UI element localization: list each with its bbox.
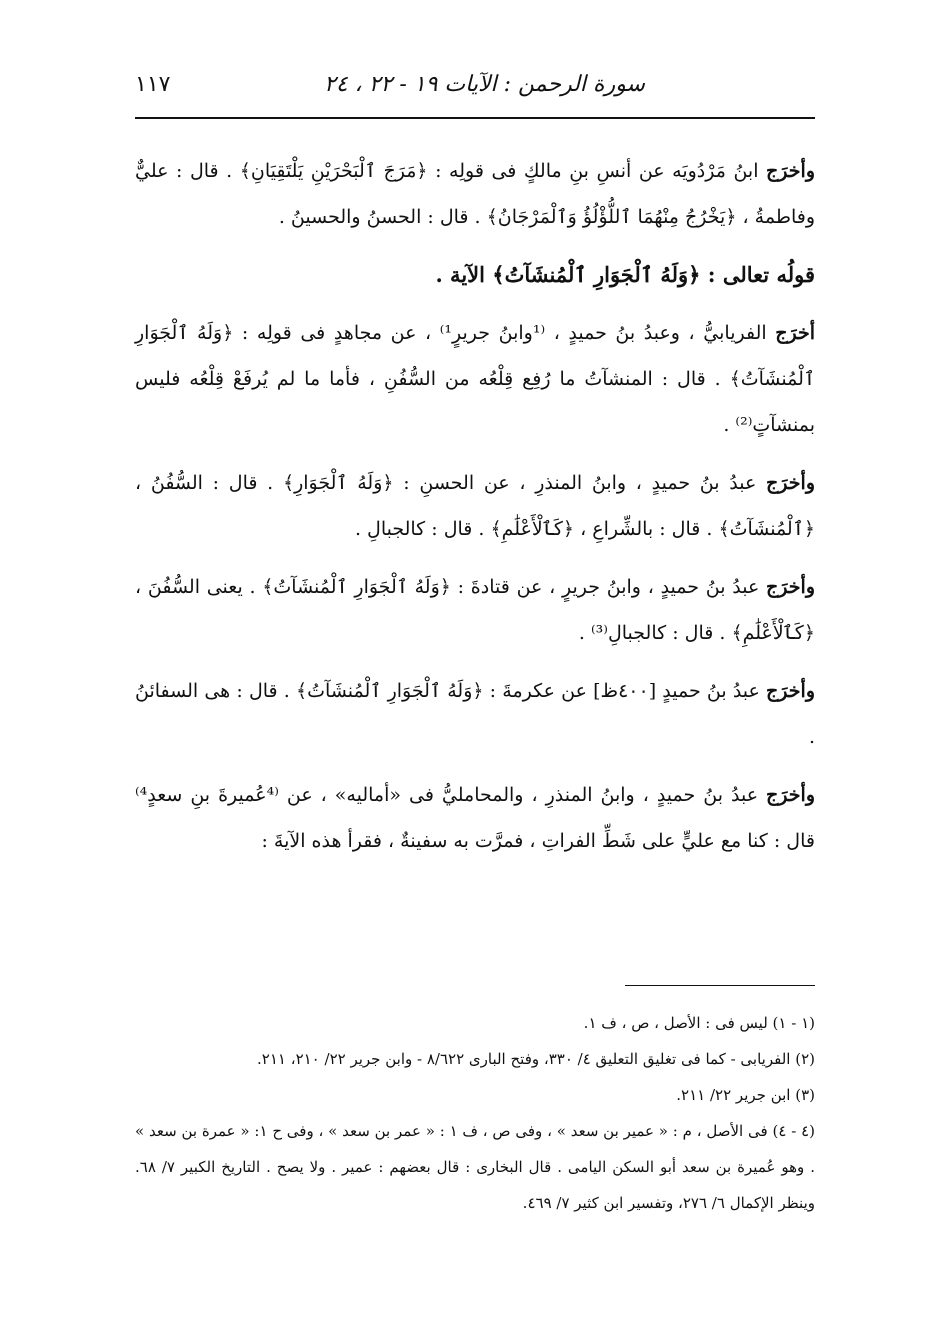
paragraph-text: ابنُ مَرْدُويَه عن أنسِ بنِ مالكٍ فى قولِه : ﴿مَرَجَ ٱلْبَحْرَيْنِ يَلْتَقِيَانِ﴾ . قال : عليٌّ وفاطمةُ ، ﴿يَخْرُجُ مِنْهُمَا ٱللُّؤْلُؤُ وَٱلْمَرْجَانُ﴾ . قال : الحسنُ والحسينُ . [135, 160, 815, 228]
heading-text: ﴿وَلَهُ ٱلْجَوَارِ ٱلْمُنشَآتُ﴾ الآية . [435, 262, 708, 287]
footnote-1: (١ - ١) ليس فى : الأصل ، ص ، ف ١. [583, 1014, 815, 1032]
paragraph-lead: وأخرَج [766, 784, 815, 806]
paragraph-lead: وأخرَج [766, 160, 815, 182]
paragraph-lead: وأخرَج [766, 576, 815, 598]
paragraph-2 [135, 310, 815, 448]
paragraph-text: الفريابيُّ ، وعبدُ بنُ حميدٍ ، ⁽¹وابنُ جريرٍ¹⁾ ، عن مجاهدٍ فى قولِه : ﴿وَلَهُ ٱلْجَوَارِ ٱلْمُنشَآتُ﴾ . قال : المنشآتُ ما رُفِع قِلْعُه من السُّفُنِ ، فأما ما لم يُرفَعْ قِلْعُه فليس بمنشآتٍ⁽²⁾ . [135, 322, 815, 436]
paragraph-text: عبدُ بنُ حميدٍ [٤٠٠ظ] عن عكرمةَ : ﴿وَلَهُ ٱلْجَوَارِ ٱلْمُنشَآتُ﴾ . قال : هى السفائنُ . [135, 680, 815, 748]
footnotes [135, 1005, 815, 1221]
footnote-2: (٢) الفريابى - كما فى تغليق التعليق ٤/ ٣٣٠، وفتح البارى ٨/٦٢٢ - وابن جرير ٢٢/ ٢١٠، ٢١١. [257, 1050, 815, 1068]
running-header [135, 72, 815, 112]
paragraph-3 [135, 460, 815, 552]
main-text [135, 148, 815, 876]
paragraph-text: عبدُ بنُ حميدٍ ، وابنُ المنذرِ ، عن الحسنِ : ﴿وَلَهُ ٱلْجَوَارِ﴾ . قال : السُّفُنُ ، ﴿ٱلْمُنشَآتُ﴾ . قال : بالشِّراعِ ، ﴿كَٱلْأَعْلَٰمِ﴾ . قال : كالجبالِ . [135, 472, 815, 540]
paragraph-text: عبدُ بنُ حميدٍ ، وابنُ جريرٍ ، عن قتادةَ : ﴿وَلَهُ ٱلْجَوَارِ ٱلْمُنشَآتُ﴾ . يعنى السُّفُنَ ، ﴿كَٱلْأَعْلَٰمِ﴾ . قال : كالجبالِ⁽³⁾ . [135, 576, 815, 644]
paragraph-lead: وأخرَج [766, 472, 815, 494]
paragraph-5 [135, 668, 815, 760]
header-rule [135, 117, 815, 119]
paragraph-text: عبدُ بنُ حميدٍ ، وابنُ المنذرِ ، والمحامليُّ فى «أماليه» ، عن ⁽⁴عُميرةَ بنِ سعدٍ⁴⁾ قال : كنا مع عليٍّ على شَطِّ الفراتِ ، فمرَّت به سفينةٌ ، فقرأ هذه الآيةَ : [135, 784, 815, 852]
paragraph-4 [135, 564, 815, 656]
paragraph-lead: وأخرَج [766, 680, 815, 702]
footnote-3: (٣) ابن جرير ٢٢/ ٢١١. [676, 1086, 815, 1104]
page-number: ١١٧ [135, 72, 171, 97]
header-title: سورة الرحمن : الآيات ١٩ - ٢٢ ، ٢٤ [324, 72, 645, 97]
paragraph-lead: أخرَج [775, 322, 815, 344]
footnote-4: (٤ - ٤) فى الأصل ، م : « عمير بن سعد » ، وفى ص ، ف ١ : « عمر بن سعد » ، وفى ح ١: « عمرة بن سعد » . وهو عُميرة بن سعد أبو السكن اليامى . قال البخارى : قال بعضهم : عمير . ولا يصح . التاريخ الكبير ٧/ ٦٨. وينظر الإكمال ٦/ ٢٧٦، وتفسير ابن كثير ٧/ ٤٦٩. [135, 1122, 815, 1212]
footnote-rule [625, 985, 815, 986]
heading-lead: قولُه تعالى : [707, 262, 815, 287]
verse-heading [135, 252, 815, 298]
paragraph-6 [135, 772, 815, 864]
paragraph-1 [135, 148, 815, 240]
